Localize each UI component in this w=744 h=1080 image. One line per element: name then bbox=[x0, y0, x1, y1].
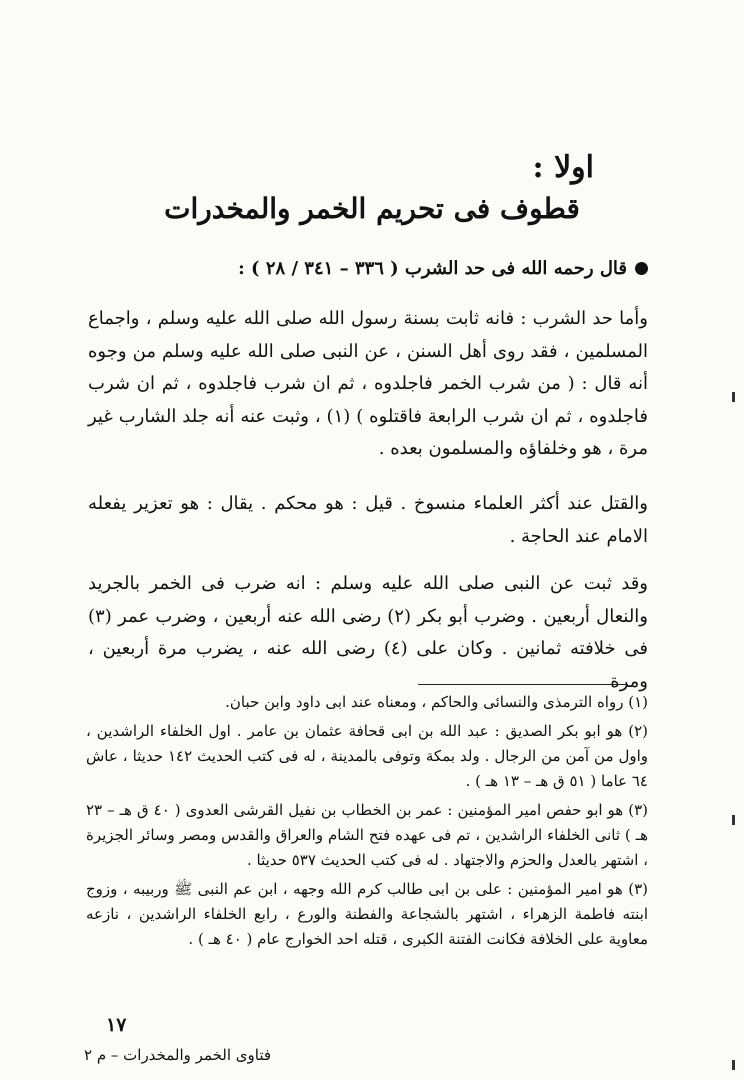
footnotes bbox=[86, 690, 648, 956]
fatwa-intro bbox=[238, 258, 648, 279]
footnote-2: (٢) هو ابو بكر الصديق : عبد الله بن ابى قحافة عثمان بن عامر . اول الخلفاء الراشدين ، واول من آمن من الرجال . ولد بمكة وتوفى بالمدينة ، له فى كتب الحديث ١٤٢ حديثا ، عاش ٦٤ عاما ( ٥١ ق هـ – ١٣ هـ ) . bbox=[86, 722, 648, 790]
page-title: قطوف فى تحريم الخمر والمخدرات bbox=[164, 192, 580, 225]
section-label: اولا : bbox=[532, 150, 594, 185]
scan-mark bbox=[732, 1060, 735, 1070]
body-paragraph-2 bbox=[88, 488, 648, 553]
running-footer: فتاوى الخمر والمخدرات – م ٢ bbox=[84, 1046, 272, 1064]
body-paragraph-1 bbox=[88, 303, 648, 466]
footnote-1: (١) رواه الترمذى والنسائى والحاكم ، ومعناه عند ابى داود وابن حبان. bbox=[225, 693, 648, 711]
footnote-4: (٣) هو امير المؤمنين : على بن ابى طالب كرم الله وجهه ، ابن عم النبى ﷺ وربيبه ، وزوج ابنته فاطمة الزهراء ، اشتهر بالشجاعة والفطنة والورع ، رابع الخلفاء الراشدين ، نازعه معاوية على الخلافة فكانت الفتنة الكبرى ، قتله احد الخوارج عام ( ٤٠ هـ ) . bbox=[86, 880, 648, 948]
paragraph-text: وقد ثبت عن النبى صلى الله عليه وسلم : انه ضرب فى الخمر بالجريد والنعال أربعين . وضرب أبو بكر (٢) رضى الله عنه أربعين ، وضرب عمر (٣) فى خلافته ثمانين . وكان على (٤) رضى الله عنه ، يضرب مرة أربعين ، ومرة bbox=[88, 573, 648, 692]
paragraph-text: والقتل عند أكثر العلماء منسوخ . قيل : هو محكم . يقال : هو تعزير يفعله الامام عند الحاجة . bbox=[88, 493, 648, 547]
footnote-3: (٣) هو ابو حفص امير المؤمنين : عمر بن الخطاب بن نفيل القرشى العدوى ( ٤٠ ق هـ – ٢٣ هـ ) ثانى الخلفاء الراشدين ، تم فى عهده فتح الشام والعراق والقدس ومصر وسائر الجزيرة ، اشتهر بالعدل والحزم والاجتهاد . له فى كتب الحديث ٥٣٧ حديثا . bbox=[86, 801, 649, 869]
fatwa-intro-text: قال رحمه الله فى حد الشرب ( ٣٣٦ – ٣٤١ / ٢٨ ) : bbox=[238, 258, 627, 279]
scan-mark bbox=[732, 392, 735, 402]
paragraph-text: وأما حد الشرب : فانه ثابت بسنة رسول الله صلى الله عليه وسلم ، واجماع المسلمين ، فقد روى أهل السنن ، عن النبى صلى الله عليه وسلم من وجوه أنه قال : ( من شرب الخمر فاجلدوه ، ثم ان شرب فاجلدوه ، ثم ان شرب فاجلدوه ، ثم ان شرب الرابعة فاقتلوه ) (١) ، وثبت عنه أنه جلد الشارب غير مرة ، هو وخلفاؤه والمسلمون بعده . bbox=[88, 308, 648, 459]
body-paragraph-3 bbox=[88, 568, 648, 698]
scan-mark bbox=[732, 815, 735, 825]
bullet-icon bbox=[635, 262, 648, 275]
page-number: ١٧ bbox=[106, 1014, 127, 1036]
footnote-divider bbox=[418, 684, 628, 685]
